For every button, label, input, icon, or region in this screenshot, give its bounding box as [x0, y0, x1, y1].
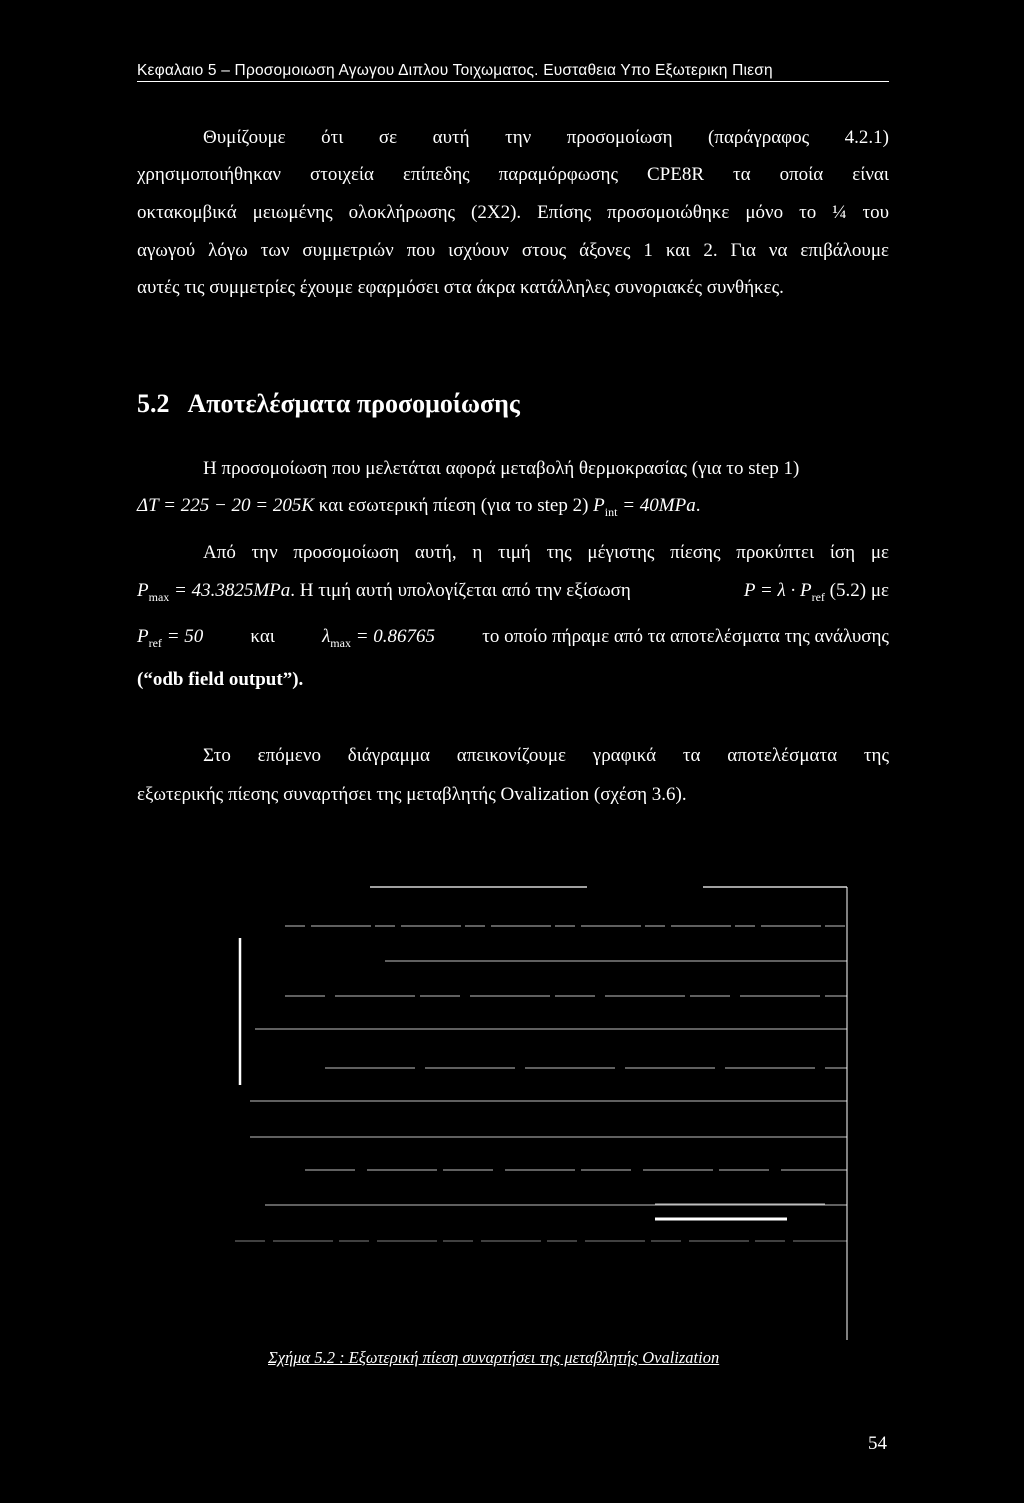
para2-line2	[137, 495, 700, 520]
para1-line4: αγωγού λόγω των συμμετριών που ισχύουν στους άξονες 1 και 2. Για να επιβάλουμε	[137, 240, 889, 261]
figure-caption: Σχήμα 5.2 : Εξωτερική πίεση συναρτήσει της μεταβλητής Ovalization	[268, 1348, 720, 1367]
p-max-subscript: max	[148, 589, 170, 604]
figure-line-fragments	[235, 887, 847, 1340]
lambda-subscript: max	[330, 635, 351, 650]
section-number: 5.2	[137, 389, 170, 418]
para4-line2: εξωτερικής πίεσης συναρτήσει της μεταβλητής Ovalization (σχέση 3.6).	[137, 784, 687, 805]
para2-line2-text: και εσωτερική πίεση (για το step 2)	[318, 495, 589, 516]
para1-line1: Θυμίζουμε ότι σε αυτή την προσομοίωση (παράγραφος 4.2.1)	[203, 127, 889, 148]
para2-period: .	[695, 495, 701, 516]
running-header: Κεφαλαιο 5 – Προσομοιωση Αγωγου Διπλου Τοιχωματος. Ευσταθεια Υπο Εξωτερικη Πιεση	[137, 62, 773, 79]
para3-line2	[137, 580, 889, 605]
p-int-subscript: int	[604, 504, 618, 519]
para3-line3	[137, 626, 889, 651]
delta-t-equation: ΔT = 225 − 20 = 205K	[137, 495, 315, 516]
p-ref-subscript: ref	[148, 635, 162, 650]
para4-line1: Στο επόμενο διάγραμμα απεικονίζουμε γραφικά τα αποτελέσματα της	[203, 745, 889, 766]
p-max-value: = 43.3825MPa	[169, 580, 291, 601]
pressure-equation-sub: ref	[811, 589, 825, 604]
lambda-symbol: λ	[322, 626, 331, 647]
figure-plot-area	[225, 880, 865, 1350]
p-ref-symbol: P	[137, 626, 149, 647]
equation-number: (5.2) με	[829, 580, 889, 601]
lambda-value: = 0.86765	[350, 626, 436, 647]
para1-line5: αυτές τις συμμετρίες έχουμε εφαρμόσει στα άκρα κατάλληλες συνοριακές συνθήκες.	[137, 277, 784, 298]
pressure-equation: P = λ · P	[743, 580, 812, 601]
p-int-value: = 40MPa	[617, 495, 696, 516]
para3-line4: (“odb field output”).	[137, 669, 304, 690]
header-rule	[137, 81, 889, 82]
page-number: 54	[868, 1433, 887, 1454]
para3-line1: Από την προσομοίωση αυτή, η τιμή της μέγιστης πίεσης προκύπτει ίση με	[203, 542, 889, 563]
para2-line1: Η προσομοίωση που μελετάται αφορά μεταβολή θερμοκρασίας (για το step 1)	[203, 458, 800, 479]
para1-line3: οκτακομβικά μειωμένης ολοκλήρωσης (2Χ2). Επίσης προσομοιώθηκε μόνο το ¼ του	[137, 202, 889, 223]
section-heading	[137, 389, 538, 419]
section-title: Αποτελέσματα προσομοίωσης	[187, 389, 520, 418]
para1-line2: χρησιμοποιήθηκαν στοιχεία επίπεδης παραμόρφωσης CPE8R τα οποία είναι	[137, 164, 889, 185]
para3-line3-text: το οποίο πήραμε από τα αποτελέσματα της ανάλυσης	[482, 626, 889, 647]
para3-and: και	[250, 626, 275, 647]
para3-line2-text: . Η τιμή αυτή υπολογίζεται από την εξίσωση	[290, 580, 631, 601]
p-int-symbol: P	[593, 495, 605, 516]
p-ref-value: = 50	[161, 626, 204, 647]
p-max-symbol: P	[137, 580, 149, 601]
